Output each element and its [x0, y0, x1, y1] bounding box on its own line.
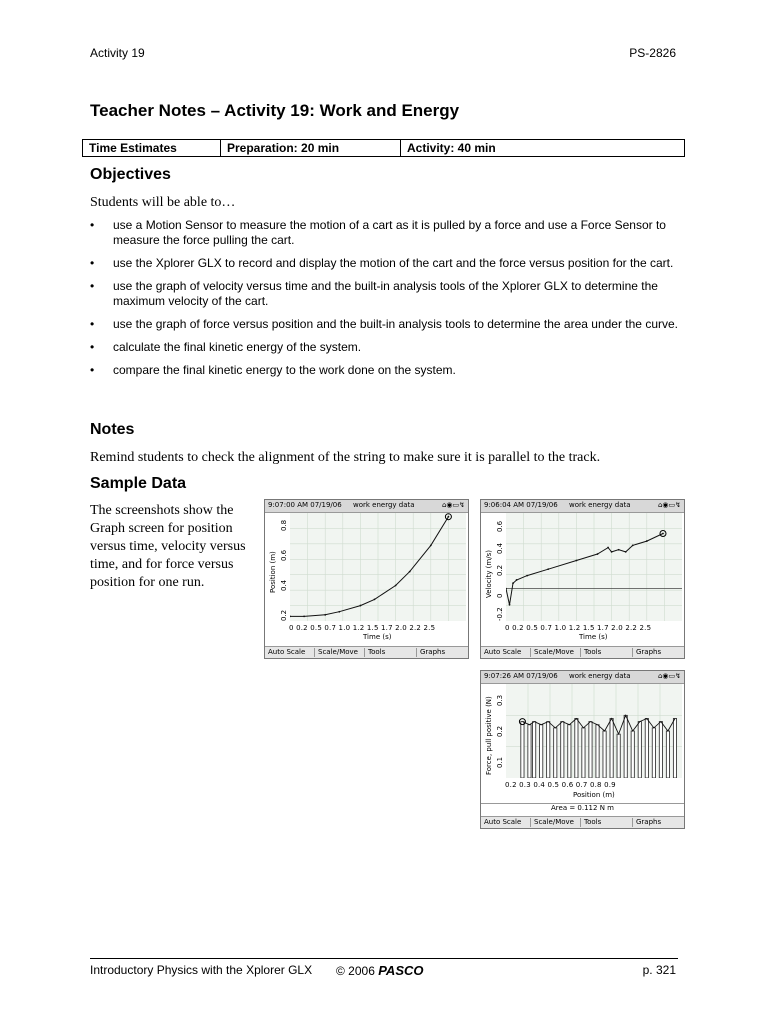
- scale-move-button[interactable]: Scale/Move: [531, 818, 581, 827]
- data-point: [324, 614, 326, 616]
- y-tick-label: 0.6: [496, 520, 504, 532]
- auto-scale-button[interactable]: Auto Scale: [265, 648, 315, 657]
- data-point: [395, 585, 397, 587]
- force-bar: [624, 715, 627, 778]
- objectives-list: [90, 218, 680, 386]
- chart-velocity-time: [506, 513, 682, 621]
- data-point: [409, 571, 411, 573]
- glx-status-bar: [481, 500, 684, 513]
- data-series-line: [506, 534, 663, 605]
- notes-heading: Notes: [90, 421, 135, 438]
- data-point: [506, 588, 507, 590]
- plot-area: [506, 513, 682, 621]
- glx-softkey-bar: [481, 816, 684, 828]
- glx-filename: work energy data: [353, 501, 415, 509]
- force-bar: [561, 722, 564, 778]
- y-tick-label: 0.2: [280, 609, 288, 621]
- x-axis-label: Time (s): [363, 633, 392, 641]
- data-point: [607, 547, 609, 549]
- auto-scale-button[interactable]: Auto Scale: [481, 818, 531, 827]
- force-bar: [645, 718, 648, 778]
- list-item: • calculate the final kinetic energy of the system.: [90, 340, 362, 354]
- data-point: [646, 540, 648, 542]
- x-tick-labels: 0 0.2 0.5 0.7 1.0 1.2 1.5 1.7 2.0 2.2 2.5: [505, 624, 652, 632]
- force-bar: [575, 718, 578, 778]
- data-point: [618, 549, 620, 551]
- force-bar: [568, 725, 571, 778]
- header-product-code: PS-2826: [629, 46, 676, 60]
- bullet: •: [90, 340, 95, 354]
- list-item: • use the graph of force versus position and the built-in analysis tools to determine the area under the curve.: [90, 317, 678, 331]
- y-tick-label: 0.2: [496, 725, 504, 737]
- data-point: [632, 545, 634, 547]
- y-tick-label: 0.8: [280, 519, 288, 531]
- glx-status-icons: ⌂◉▭↯: [657, 672, 681, 680]
- page-number: p. 321: [642, 963, 676, 977]
- force-bar: [631, 731, 634, 778]
- data-point: [448, 516, 450, 518]
- bullet: •: [90, 279, 95, 293]
- y-tick-label: 0.6: [280, 549, 288, 561]
- chart-force-position: [506, 684, 682, 778]
- force-bar: [652, 728, 655, 778]
- y-tick-label: 0.4: [496, 542, 504, 554]
- glx-filename: work energy data: [569, 501, 631, 509]
- x-axis-label: Time (s): [579, 633, 608, 641]
- data-point: [547, 568, 549, 570]
- data-point: [512, 582, 514, 584]
- preparation-time: Preparation: 20 min: [221, 140, 401, 157]
- glx-screen-position: [264, 499, 469, 659]
- graphs-button[interactable]: Graphs: [420, 648, 446, 656]
- scale-move-button[interactable]: Scale/Move: [315, 648, 365, 657]
- list-item: • compare the final kinetic energy to the work done on the system.: [90, 363, 456, 377]
- sample-data-text: The screenshots show the Graph screen for position versus time, velocity versus time, and for force versus position for one run.: [90, 503, 246, 590]
- force-bar: [533, 722, 536, 778]
- plot-area: [290, 513, 466, 621]
- list-item: • use a Motion Sensor to measure the motion of a cart as it is pulled by a force and use a Force Sensor to measure the force pulling the cart.: [90, 218, 666, 247]
- force-bar: [547, 722, 550, 778]
- data-point: [597, 553, 599, 555]
- sample-data-heading: Sample Data: [90, 475, 187, 492]
- plot-area: [506, 684, 682, 778]
- force-bar: [596, 725, 599, 778]
- force-bar: [666, 731, 669, 778]
- y-tick-label: 0.1: [496, 756, 504, 768]
- footer-copyright: © 2006 PASCO: [336, 963, 424, 978]
- graphs-button[interactable]: Graphs: [636, 648, 662, 656]
- force-bar: [673, 718, 676, 778]
- glx-timestamp: 9:07:26 AM 07/19/06: [484, 672, 558, 680]
- force-bar: [540, 725, 543, 778]
- data-point: [625, 551, 627, 553]
- data-point: [516, 579, 518, 581]
- y-tick-label: -0.2: [496, 607, 504, 621]
- x-axis-label: Position (m): [573, 791, 615, 799]
- y-axis-label: Velocity (m/s): [485, 550, 493, 598]
- y-axis-label: Force, pull positive (N): [485, 696, 493, 775]
- y-tick-label: 0.2: [496, 564, 504, 576]
- list-item: • use the Xplorer GLX to record and display the motion of the cart and the force versus position for the cart.: [90, 256, 674, 270]
- force-bar: [617, 734, 620, 778]
- y-tick-label: 0.4: [280, 579, 288, 591]
- activity-time: Activity: 40 min: [401, 140, 685, 157]
- force-bar: [582, 728, 585, 778]
- tools-button[interactable]: Tools: [365, 648, 417, 657]
- glx-filename: work energy data: [569, 672, 631, 680]
- glx-timestamp: 9:06:04 AM 07/19/06: [484, 501, 558, 509]
- bullet: •: [90, 218, 95, 232]
- scale-move-button[interactable]: Scale/Move: [531, 648, 581, 657]
- data-point: [374, 599, 376, 601]
- data-point: [576, 560, 578, 562]
- data-point: [303, 615, 305, 617]
- glx-softkey-bar: [265, 646, 468, 658]
- force-bar: [603, 731, 606, 778]
- glx-timestamp: 9:07:00 AM 07/19/06: [268, 501, 342, 509]
- glx-softkey-bar: [481, 646, 684, 658]
- data-point: [611, 551, 613, 553]
- chart-position-time: [290, 513, 466, 621]
- bullet: •: [90, 317, 95, 331]
- force-bar: [528, 725, 531, 778]
- objectives-intro: Students will be able to…: [90, 195, 236, 210]
- data-point: [290, 615, 291, 617]
- footer-divider: [90, 958, 678, 959]
- y-tick-label: 0: [496, 593, 504, 598]
- data-point: [430, 545, 432, 547]
- y-axis-label: Position (m): [269, 551, 277, 593]
- tools-button[interactable]: Tools: [581, 818, 633, 827]
- time-estimates-table: [82, 139, 685, 157]
- objectives-heading: Objectives: [90, 166, 171, 183]
- glx-status-bar: [265, 500, 468, 513]
- data-point: [338, 611, 340, 613]
- x-tick-labels: 0 0.2 0.5 0.7 1.0 1.2 1.5 1.7 2.0 2.2 2.5: [289, 624, 436, 632]
- data-point: [360, 605, 362, 607]
- glx-status-icons: ⌂◉▭↯: [441, 501, 465, 509]
- glx-screen-velocity: [480, 499, 685, 659]
- auto-scale-button[interactable]: Auto Scale: [481, 648, 531, 657]
- tools-button[interactable]: Tools: [581, 648, 633, 657]
- data-series-line: [290, 517, 448, 617]
- bullet: •: [90, 363, 95, 377]
- notes-text: Remind students to check the alignment of the string to make sure it is parallel to the track.: [90, 450, 601, 465]
- x-tick-labels: 0.2 0.3 0.4 0.5 0.6 0.7 0.8 0.9: [505, 781, 616, 789]
- y-tick-label: 0.3: [496, 694, 504, 706]
- force-bar: [638, 722, 641, 778]
- glx-status-icons: ⌂◉▭↯: [657, 501, 681, 509]
- force-bar: [589, 722, 592, 778]
- force-bar: [521, 722, 524, 778]
- time-estimates-label: Time Estimates: [83, 140, 221, 157]
- glx-screen-force: [480, 670, 685, 829]
- force-bar: [554, 728, 557, 778]
- glx-status-bar: [481, 671, 684, 684]
- bullet: •: [90, 256, 95, 270]
- data-point: [662, 533, 664, 535]
- pasco-logo: PASCO: [378, 963, 424, 978]
- list-item: • use the graph of velocity versus time and the built-in analysis tools of the Xplorer GLX to determine the maximum velocity of the cart.: [90, 279, 658, 308]
- force-bar: [659, 722, 662, 778]
- area-readout: Area = 0.112 N m: [481, 803, 684, 814]
- header-activity: Activity 19: [90, 46, 145, 60]
- page-title: Teacher Notes – Activity 19: Work and Energy: [90, 101, 460, 120]
- data-point: [526, 575, 528, 577]
- force-bar: [610, 718, 613, 778]
- footer-book-title: Introductory Physics with the Xplorer GLX: [90, 963, 313, 977]
- data-point: [509, 604, 511, 606]
- graphs-button[interactable]: Graphs: [636, 818, 662, 826]
